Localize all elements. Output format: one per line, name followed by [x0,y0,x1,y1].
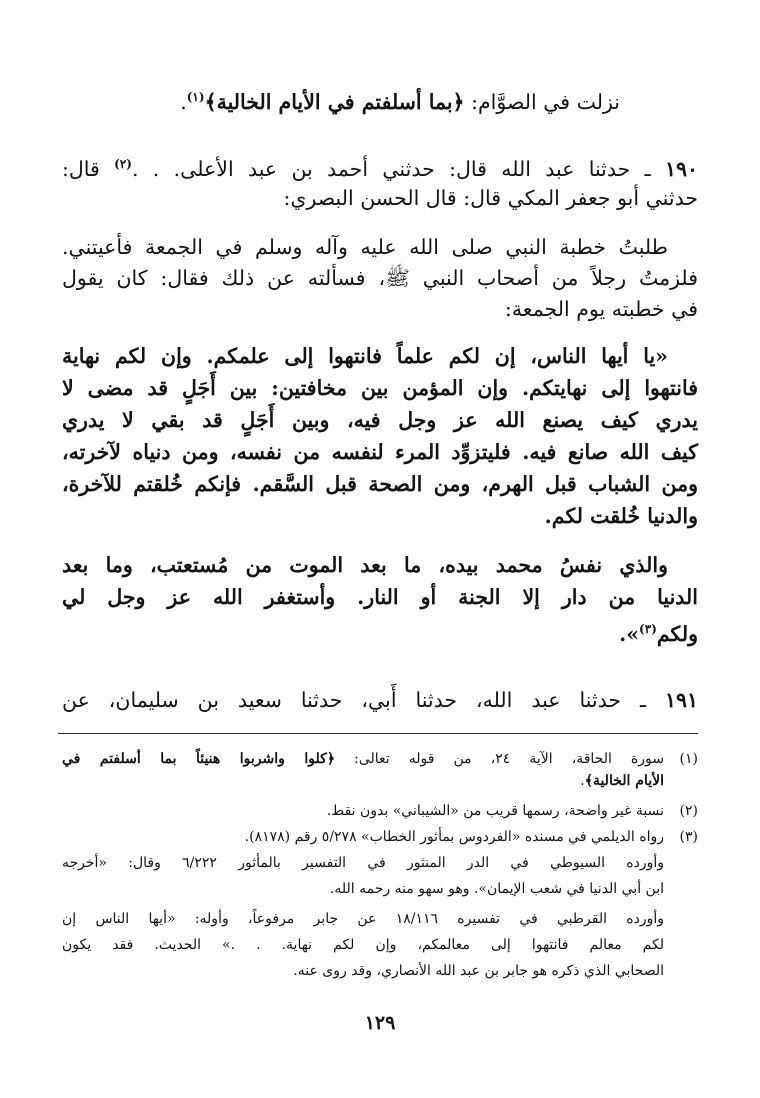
footnote-3-line: وأورده القرطبي في تفسيره ١٨/١١٦ عن جابر مرفوعاً، وأوله: «أيها الناس إن [62,911,664,927]
hadith-190-para2-line: والدنيا خُلقت لكم. [544,504,698,528]
hadith-190-para2-line: يدري كيف يصنع الله عز وجل فيه، وبين أَجَلٍ قد بقي لا يدري [62,408,698,432]
footnote-ref: (٢) [114,157,132,171]
footnote-ref: (١) [186,90,205,104]
header-line: نزلت في الصوَّام: ﴿بما أسلفتم في الأيام الخالية﴾$^{(١)}$. [180,90,620,114]
footnote-mark: (١) [679,751,698,767]
footnote-divider [58,733,698,734]
hadith-190-para3-last-line: ولكم$^{(٣)}$». [619,622,698,646]
footnote-1-line1: (١)سورة الحاقة، الآية ٢٤، من قوله تعالى: ﴿كلوا واشربوا هنيئاً بما أسلفتم في [62,748,698,770]
footnote-3-line: الصحابي الذي ذكره هو جابر بن عبد الله الأنصاري، وقد روى عنه. [293,963,664,979]
page-number: ١٢٩ [364,1012,396,1034]
footnote-3-line: لكم معالم فانتهوا إلى معالمكم، وإن لكم نهاية. . .» الحديث. فقد يكون [62,937,664,953]
hadith-190-para2-line: فانتهوا إلى نهايتكم. وإن المؤمن بين مخافتين: بين أَجَلٍ قد مضى لا [62,376,698,400]
hadith-number: ١٩٠ [664,157,698,181]
quran-quote: ﴿كلوا واشربوا هنيئاً بما أسلفتم في [62,751,336,767]
hadith-190-para2-line: كيف الله صانع فيه. فليتزوِّد المرء لنفسه من نفسه، ومن دنياه لآخرته، [62,440,698,464]
footnote-mark: (٣) [679,829,698,845]
quran-quote: ﴿بما أسلفتم في الأيام الخالية﴾ [204,90,465,114]
footnote-ref: (٣) [639,622,657,636]
hadith-190-line2: حدثني أبو جعفر المكي قال: قال الحسن البصري: [283,186,698,210]
footnote-1-line2: الأيام الخالية﴾. [580,773,664,789]
hadith-190-para1-line: فلزمتُ رجلاً من أصحاب النبي ﷺ، فسألته عن ذلك فقال: كان يقول [62,266,698,290]
hadith-191-line1: ١٩١ ـ حدثنا عبد الله، حدثنا أَبي، حدثنا سعيد بن سليمان، عن [62,688,698,712]
quran-quote: الأيام الخالية﴾ [584,773,664,789]
hadith-190-para1-line: في خطبته يوم الجمعة: [504,297,698,321]
footnote-2: (٢)نسبة غير واضحة، رسمها قريب من «الشيباني» بدون نقط. [62,800,698,822]
hadith-number: ١٩١ [664,688,698,712]
hadith-190-para2-line: «يا أيها الناس، إن لكم علماً فانتهوا إلى علمكم. وإن لكم نهاية [62,344,668,368]
hadith-190-line1: ١٩٠ ـ حدثنا عبد الله قال: حدثني أحمد بن عبد الأعلى. . .$^{(٢)}$ قال: [62,157,698,181]
hadith-190-para3-line: والذي نفسُ محمد بيده، ما بعد الموت من مُستعتب، وما بعد [62,553,668,577]
hadith-190-para2-line: ومن الشباب قبل الهرم، ومن الصحة قبل السَّقم. فإنكم خُلقتم للآخرة، [62,472,698,496]
hadith-190-para3-line: الدنيا من دار إلا الجنة أو النار. وأستغفر الله عز وجل لي [62,585,698,609]
footnote-3-line: ابن أبي الدنيا في شعب الإيمان». وهو سهو منه رحمه الله. [329,881,664,897]
footnote-3-line: وأورده السيوطي في الدر المنثور في التفسير بالمأثور ٦/٢٢٢ وقال: «أخرجه [62,855,664,871]
footnote-mark: (٢) [679,803,698,819]
footnote-3-line: (٣)رواه الديلمي في مسنده «الفردوس بمأثور الخطاب» ٥/٢٧٨ رقم (٨١٧٨). [62,826,698,848]
hadith-190-para1-line: طلبتُ خطبة النبي صلى الله عليه وآله وسلم في الجمعة فأعيتني. [62,235,668,259]
